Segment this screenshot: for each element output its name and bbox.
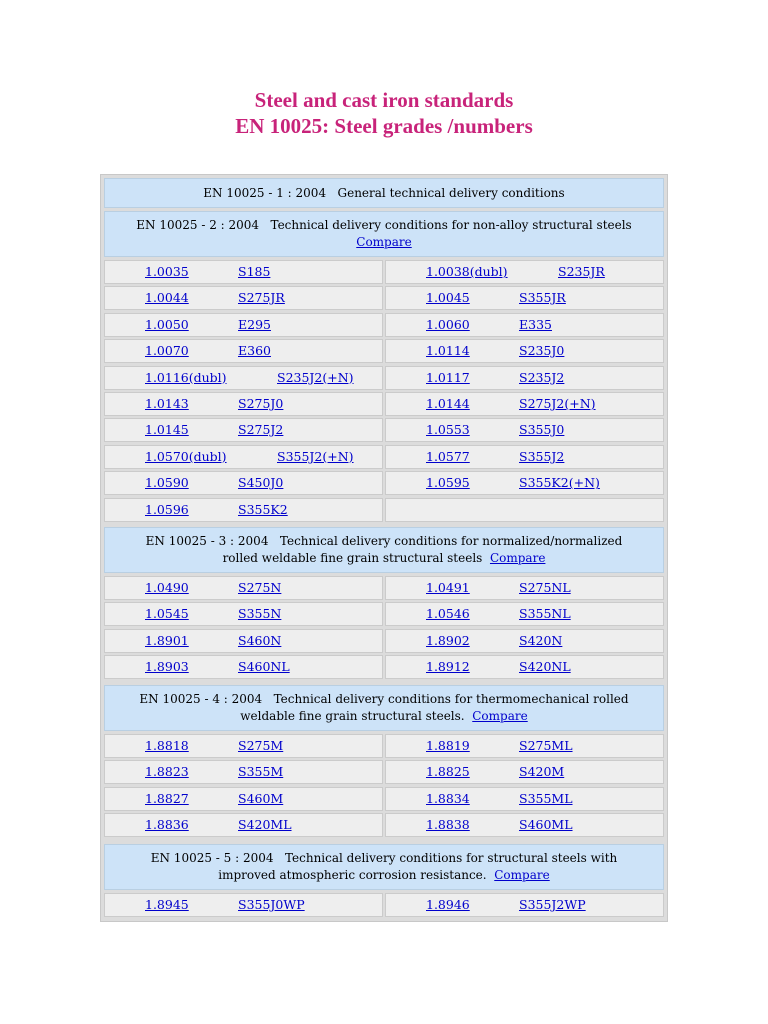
steel-name-link[interactable]: S275J2 <box>238 422 284 438</box>
steel-number-link[interactable]: 1.0116(dubl) <box>145 369 227 385</box>
steel-number-link[interactable]: 1.8834 <box>426 790 470 806</box>
steel-name-link[interactable]: S420ML <box>238 817 292 833</box>
steel-name-link[interactable]: S460ML <box>519 817 573 833</box>
grade-cell <box>104 313 383 337</box>
grade-cell <box>104 602 383 626</box>
steel-number-link[interactable]: 1.8903 <box>145 659 189 675</box>
grade-cell <box>385 813 664 837</box>
steel-number-link[interactable]: 1.0490 <box>145 580 189 595</box>
grade-cell <box>104 392 383 416</box>
steel-number-link[interactable]: 1.8823 <box>145 764 189 780</box>
steel-name-link[interactable]: S185 <box>238 264 271 279</box>
grade-cell <box>385 602 664 626</box>
steel-name-link[interactable]: S355N <box>238 606 282 622</box>
steel-name-link[interactable]: S460M <box>238 790 284 806</box>
steel-number-link[interactable]: 1.8912 <box>426 659 470 675</box>
grade-cell <box>385 471 664 495</box>
grade-cell <box>104 366 383 390</box>
page-title-line1: Steel and cast iron standards <box>254 88 514 112</box>
part2-compare-link[interactable]: Compare <box>356 235 412 249</box>
steel-number-link[interactable]: 1.0044 <box>145 290 189 306</box>
part3-header <box>104 527 664 573</box>
steel-name-link[interactable]: S275N <box>238 580 282 595</box>
grade-cell <box>385 260 664 284</box>
part4-title-line2: weldable fine grain structural steels. <box>240 709 465 723</box>
grade-cell <box>104 655 383 679</box>
steel-number-link[interactable]: 1.0144 <box>426 396 470 411</box>
grade-cell <box>385 760 664 784</box>
steel-number-link[interactable]: 1.0546 <box>426 606 470 622</box>
standards-table <box>100 174 668 922</box>
steel-name-link[interactable]: S355M <box>238 764 284 780</box>
steel-name-link[interactable]: E295 <box>238 316 271 332</box>
part5-header <box>104 844 664 890</box>
steel-name-link[interactable]: E360 <box>238 343 271 359</box>
steel-name-link[interactable]: S275M <box>238 738 284 753</box>
steel-number-link[interactable]: 1.8819 <box>426 738 470 753</box>
steel-number-link[interactable]: 1.0553 <box>426 422 470 438</box>
steel-name-link[interactable]: S235JR <box>558 264 605 279</box>
grade-cell <box>385 787 664 811</box>
grade-cell <box>385 286 664 310</box>
grade-cell <box>104 418 383 442</box>
steel-name-link[interactable]: S355J2 <box>519 448 565 464</box>
grade-cell <box>385 313 664 337</box>
part5-title-line2: improved atmospheric corrosion resistance. <box>218 868 487 882</box>
steel-number-link[interactable]: 1.0491 <box>426 580 470 595</box>
steel-name-link[interactable]: S420N <box>519 632 563 648</box>
steel-name-link[interactable]: S355J2WP <box>519 897 586 912</box>
part5-title-line1: EN 10025 - 5 : 2004 Technical delivery conditions for structural steels with <box>150 851 618 865</box>
part3-title-line2: rolled weldable fine grain structural steels <box>222 551 483 565</box>
grade-cell <box>385 418 664 442</box>
grade-cell <box>104 787 383 811</box>
part2-title: EN 10025 - 2 : 2004 Technical delivery conditions for non-alloy structural steels <box>136 218 632 232</box>
steel-number-link[interactable]: 1.0143 <box>145 396 189 411</box>
steel-name-link[interactable]: S355NL <box>519 606 571 622</box>
steel-name-link[interactable]: S355J0 <box>519 422 565 438</box>
grade-cell <box>385 392 664 416</box>
grade-cell <box>104 760 383 784</box>
grade-cell <box>104 445 383 469</box>
steel-number-link[interactable]: 1.0577 <box>426 448 470 464</box>
steel-number-link[interactable]: 1.8946 <box>426 897 470 912</box>
steel-name-link[interactable]: E335 <box>519 316 552 332</box>
steel-number-link[interactable]: 1.0114 <box>426 343 470 359</box>
steel-name-link[interactable]: S420NL <box>519 659 571 675</box>
steel-number-link[interactable]: 1.0590 <box>145 475 189 491</box>
grade-cell <box>104 498 383 522</box>
page-title-line2: EN 10025: Steel grades /numbers <box>235 114 533 138</box>
steel-number-link[interactable]: 1.8945 <box>145 897 189 912</box>
steel-number-link[interactable]: 1.0545 <box>145 606 189 622</box>
steel-name-link[interactable]: S275ML <box>519 738 573 753</box>
part2-header <box>104 211 664 257</box>
steel-name-link[interactable]: S235J2 <box>519 369 565 385</box>
grade-cell <box>385 629 664 653</box>
steel-name-link[interactable]: S355J2(+N) <box>277 448 354 464</box>
grade-cell <box>385 445 664 469</box>
grade-cell <box>104 893 383 917</box>
grade-cell <box>104 339 383 363</box>
grade-cell <box>104 260 383 284</box>
part3-title-line1: EN 10025 - 3 : 2004 Technical delivery conditions for normalized/normalized <box>145 534 623 548</box>
steel-number-link[interactable]: 1.0595 <box>426 475 470 491</box>
grade-cell <box>104 471 383 495</box>
part4-header <box>104 685 664 731</box>
steel-number-link[interactable]: 1.0035 <box>145 264 189 279</box>
steel-number-link[interactable]: 1.0070 <box>145 343 189 359</box>
grade-cell <box>104 629 383 653</box>
steel-name-link[interactable]: S355K2(+N) <box>519 475 600 491</box>
steel-number-link[interactable]: 1.8838 <box>426 817 470 833</box>
steel-number-link[interactable]: 1.0145 <box>145 422 189 438</box>
steel-number-link[interactable]: 1.8902 <box>426 632 470 648</box>
grade-cell <box>104 576 383 600</box>
steel-name-link[interactable]: S420M <box>519 764 565 780</box>
steel-number-link[interactable]: 1.8836 <box>145 817 189 833</box>
grade-cell <box>385 339 664 363</box>
steel-name-link[interactable]: S275NL <box>519 580 571 595</box>
steel-number-link[interactable]: 1.0117 <box>426 369 470 385</box>
part1-title: EN 10025 - 1 : 2004 General technical delivery conditions <box>203 185 565 200</box>
steel-number-link[interactable]: 1.0038(dubl) <box>426 264 508 279</box>
steel-number-link[interactable]: 1.0570(dubl) <box>145 448 227 464</box>
part4-title-line1: EN 10025 - 4 : 2004 Technical delivery conditions for thermomechanical rolled <box>139 692 629 706</box>
grade-cell <box>104 813 383 837</box>
part3-compare-link[interactable]: Compare <box>489 551 546 565</box>
steel-number-link[interactable]: 1.0045 <box>426 290 470 306</box>
steel-name-link[interactable]: S355ML <box>519 790 573 806</box>
steel-name-link[interactable]: S450J0 <box>238 475 284 491</box>
steel-number-link[interactable]: 1.8901 <box>145 632 189 648</box>
steel-name-link[interactable]: S275JR <box>238 290 285 306</box>
steel-name-link[interactable]: S235J0 <box>519 343 565 359</box>
steel-number-link[interactable]: 1.8827 <box>145 790 189 806</box>
steel-number-link[interactable]: 1.8818 <box>145 738 189 753</box>
steel-name-link[interactable]: S275J2(+N) <box>519 396 596 411</box>
steel-name-link[interactable]: S235J2(+N) <box>277 369 354 385</box>
steel-name-link[interactable]: S355JR <box>519 290 566 306</box>
steel-number-link[interactable]: 1.0050 <box>145 316 189 332</box>
grade-cell <box>385 734 664 758</box>
steel-name-link[interactable]: S460N <box>238 632 282 648</box>
steel-number-link[interactable]: 1.8825 <box>426 764 470 780</box>
steel-name-link[interactable]: S355K2 <box>238 501 288 517</box>
part1-header <box>104 178 664 208</box>
steel-name-link[interactable]: S355J0WP <box>238 897 305 912</box>
grade-cell <box>104 286 383 310</box>
part5-compare-link[interactable]: Compare <box>494 868 550 882</box>
grade-cell <box>385 655 664 679</box>
steel-number-link[interactable]: 1.0596 <box>145 501 189 517</box>
steel-name-link[interactable]: S275J0 <box>238 396 284 411</box>
grade-cell <box>104 734 383 758</box>
steel-name-link[interactable]: S460NL <box>238 659 290 675</box>
grade-cell <box>385 366 664 390</box>
grade-cell <box>385 893 664 917</box>
part4-compare-link[interactable]: Compare <box>472 709 528 723</box>
grade-cell <box>385 498 664 522</box>
grade-cell <box>385 576 664 600</box>
steel-number-link[interactable]: 1.0060 <box>426 316 470 332</box>
